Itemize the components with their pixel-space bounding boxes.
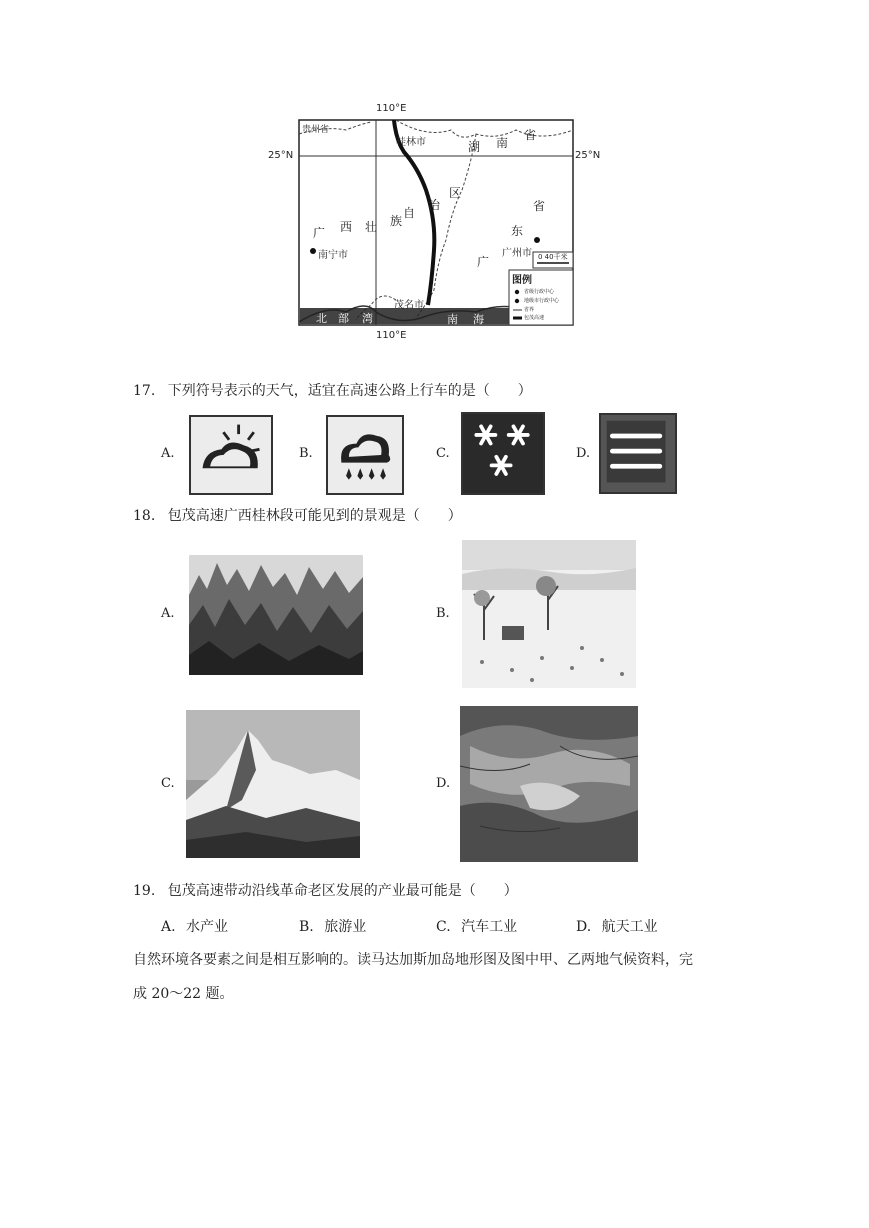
option-text: 航天工业 xyxy=(601,919,658,935)
map-legend-item: 省界 xyxy=(524,307,535,313)
map-label-zu: 族 xyxy=(390,214,403,228)
map-legend-title: 图例 xyxy=(512,275,532,286)
q19-option-b xyxy=(299,917,366,937)
option-label: A. xyxy=(161,919,176,935)
intro-line-2: 成 20～22 题。 xyxy=(133,986,234,1002)
question-stem: 包茂高速带动沿线革命老区发展的产业最可能是（ ） xyxy=(167,883,518,899)
map-label-zi: 自 xyxy=(403,206,416,220)
option-label: A. xyxy=(161,606,175,621)
map-label-guang-dong: 广 xyxy=(477,255,490,269)
option-label: D. xyxy=(576,919,592,935)
map-label-guilin: 桂林市 xyxy=(396,137,426,148)
weather-symbol-d xyxy=(599,413,677,494)
weather-symbol-c xyxy=(461,412,545,495)
option-label: D. xyxy=(436,776,451,791)
option-label: B. xyxy=(436,606,450,621)
snow-mountain-photo xyxy=(186,710,360,858)
option-label: C. xyxy=(161,776,175,791)
question-number: 18. xyxy=(133,508,156,524)
desert-oasis-photo xyxy=(462,540,636,688)
q19-option-c xyxy=(436,917,517,937)
map-lon-bottom: 110°E xyxy=(376,330,407,341)
map-scale: 0 40千米 xyxy=(538,253,568,261)
question-17 xyxy=(133,381,532,401)
map-label-zhuang: 壮 xyxy=(365,220,378,234)
map-figure xyxy=(268,100,606,345)
map-label-xi: 西 xyxy=(340,220,353,234)
map-label-sheng-hunan: 省 xyxy=(524,128,537,142)
map-label-guangzhou: 广州市 xyxy=(502,248,532,259)
map-legend-item: 地级市行政中心 xyxy=(524,298,560,304)
option-text: 汽车工业 xyxy=(461,919,518,935)
rain-cloud-icon xyxy=(328,417,402,493)
map-lat-right: 25°N xyxy=(575,150,601,161)
question-number: 19. xyxy=(133,883,156,899)
option-label: B. xyxy=(299,446,313,461)
q19-option-d xyxy=(576,917,658,937)
map-label-sheng-guangdong: 省 xyxy=(533,199,546,213)
question-18 xyxy=(133,506,462,526)
map-legend-item: 省级行政中心 xyxy=(524,289,555,295)
intro-line-1: 自然环境各要素之间是相互影响的。读马达加斯加岛地形图及图中甲、乙两地气候资料，完 xyxy=(133,952,693,968)
option-label: B. xyxy=(299,919,314,935)
map-label-guizhou: 贵州省 xyxy=(302,125,330,135)
map-lat-left: 25°N xyxy=(268,150,294,161)
map-lon-top: 110°E xyxy=(376,103,407,114)
map-label-nan: 南 xyxy=(496,136,509,150)
loess-gullies-photo xyxy=(460,706,638,862)
question-stem: 包茂高速广西桂林段可能见到的景观是（ ） xyxy=(167,508,462,524)
map-label-qu: 区 xyxy=(449,186,462,200)
map-label-maoming: 茂名市 xyxy=(394,300,424,311)
map-label-nanning: 南宁市 xyxy=(318,250,348,261)
map-label-guang-xi: 广 xyxy=(313,226,326,240)
question-19 xyxy=(133,881,518,901)
map-label-bu: 部 xyxy=(338,312,349,325)
option-label: C. xyxy=(436,919,451,935)
question-stem: 下列符号表示的天气，适宜在高速公路上行车的是（ ） xyxy=(167,383,532,399)
map-label-wan: 湾 xyxy=(362,312,373,325)
sun-behind-cloud-icon xyxy=(191,417,271,493)
option-label: A. xyxy=(161,446,175,461)
karst-peaks-photo xyxy=(189,555,363,675)
map-svg xyxy=(276,100,606,345)
weather-symbol-b xyxy=(326,415,404,495)
option-text: 水产业 xyxy=(186,919,229,935)
fog-icon xyxy=(601,415,675,492)
weather-symbol-a xyxy=(189,415,273,495)
map-label-nan-sea: 南 xyxy=(447,313,458,326)
option-label: D. xyxy=(576,446,591,461)
map-label-zhi: 治 xyxy=(428,198,441,212)
option-label: C. xyxy=(436,446,450,461)
option-text: 旅游业 xyxy=(324,919,367,935)
question-number: 17. xyxy=(133,383,156,399)
map-label-hu: 湖 xyxy=(468,140,481,154)
map-label-bei: 北 xyxy=(316,312,327,325)
snow-icon xyxy=(463,414,543,493)
q19-options-row xyxy=(161,917,228,937)
map-label-hai: 海 xyxy=(473,313,484,326)
map-label-dong: 东 xyxy=(511,224,524,238)
map-legend-item: 包茂高速 xyxy=(524,315,545,321)
